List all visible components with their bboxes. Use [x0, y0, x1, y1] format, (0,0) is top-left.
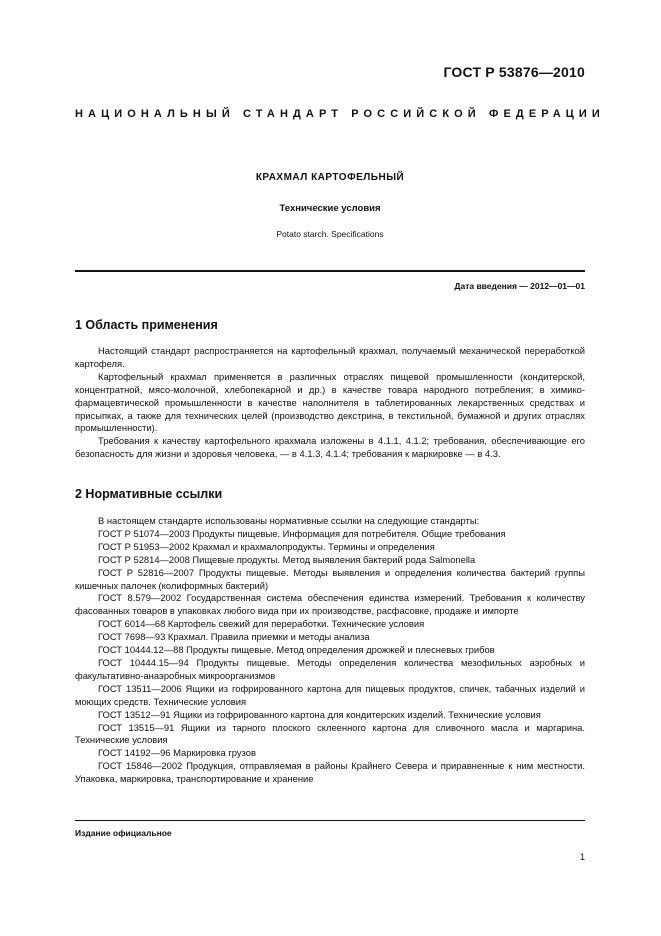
reference-item: ГОСТ 6014—68 Картофель свежий для переработки. Технические условия: [98, 618, 425, 630]
reference-item: ГОСТ Р 51953—2002 Крахмал и крахмалопродукты. Термины и определения: [98, 540, 435, 552]
reference-item: ГОСТ 15846—2002 Продукция, отправляемая в районы Крайнего Севера и приравненные к ним местности. Упаковка, маркировка, транспортирование и хранение: [75, 760, 585, 785]
title-divider: [75, 270, 585, 272]
reference-item: ГОСТ 10444.12—88 Продукты пищевые. Метод определения дрожжей и плесневых грибов: [98, 644, 495, 656]
document-english-title: Potato starch. Specifications: [276, 229, 384, 239]
introduction-date: Дата введения — 2012—01—01: [454, 281, 585, 291]
paragraph: Требования к качеству картофельного крахмала изложены в 4.1.1, 4.1.2; требования, обеспечивающие его безопасность для жизни и здоровья человека, — в 4.1.3, 4.1.4; требования к маркировке — в 4.3.: [75, 435, 585, 460]
reference-item: ГОСТ 7698—93 Крахмал. Правила приемки и методы анализа: [98, 631, 370, 643]
national-standard-banner: НАЦИОНАЛЬНЫЙ СТАНДАРТ РОССИЙСКОЙ ФЕДЕРАЦИИ: [75, 108, 605, 120]
reference-item: ГОСТ 8.579—2002 Государственная система обеспечения единства измерений. Требования к количеству фасованных товаров в упаковках любого вида при их производстве, расфасовке, продаже и импорте: [75, 592, 585, 617]
section-2-heading: 2 Нормативные ссылки: [75, 487, 223, 501]
reference-item: ГОСТ Р 52816—2007 Продукты пищевые. Методы выявления и определения количества бактерий группы кишечных палочек (колиформных бактерий): [75, 566, 585, 591]
page-number: 1: [579, 852, 585, 862]
section-1-body: [75, 345, 585, 461]
reference-item: ГОСТ 13511—2006 Ящики из гофрированного картона для пищевых продуктов, спичек, табачных изделий и моющих средств. Технические условия: [75, 682, 585, 707]
reference-item: ГОСТ Р 52814—2008 Пищевые продукты. Метод выявления бактерий рода Salmonella: [98, 553, 476, 565]
footer-divider: [75, 820, 585, 821]
edition-label: Издание официальное: [75, 828, 172, 838]
document-title: КРАХМАЛ КАРТОФЕЛЬНЫЙ: [255, 172, 405, 183]
document-code: ГОСТ Р 53876—2010: [443, 64, 585, 80]
reference-item: ГОСТ 10444.15—94 Продукты пищевые. Методы определения количества мезофильных аэробных и факультативно-анаэробных микроорганизмов: [75, 656, 585, 681]
reference-item: ГОСТ 13512—91 Ящики из гофрированного картона для кондитерских изделий. Технические условия: [98, 708, 541, 720]
document-subtitle: Технические условия: [279, 203, 381, 214]
reference-item: ГОСТ Р 51074—2003 Продукты пищевые. Информация для потребителя. Общие требования: [98, 527, 506, 539]
section-2-body: [75, 515, 585, 786]
reference-item: ГОСТ 13515—91 Ящики из тарного плоского склеенного картона для сливочного масла и маргарина. Технические условия: [75, 721, 585, 746]
paragraph: Настоящий стандарт распространяется на картофельный крахмал, получаемый механической переработкой картофеля.: [75, 345, 585, 369]
paragraph: Картофельный крахмал применяется в различных отраслях пищевой промышленности (кондитерской, концентратной, мясо-молочной, хлебопекарной и др.) в качестве товара народного потребления; в химико-фармацевтической промышленности в качестве наполнителя в таблетированных лекарственных средствах и присыпках, а также для технических целей (производство декстрина, в текстильной, бумажной и других отраслях промышленности).: [75, 370, 585, 434]
paragraph: В настоящем стандарте использованы нормативные ссылки на следующие стандарты:: [98, 515, 480, 526]
reference-item: ГОСТ 14192—96 Маркировка грузов: [98, 747, 256, 759]
section-1-heading: 1 Область применения: [75, 318, 218, 332]
